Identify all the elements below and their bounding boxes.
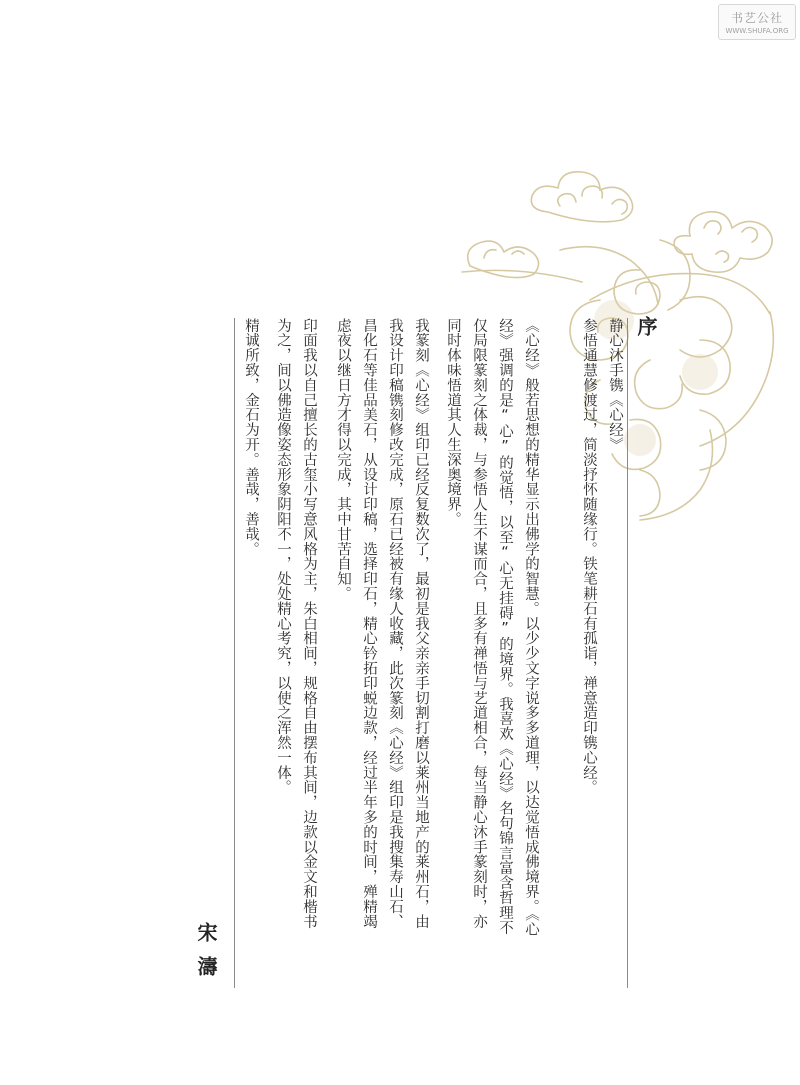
author-name: 宋濤 [194, 922, 218, 990]
body-column: 精诚所致，金石为开。善哉，善哉。 [243, 318, 259, 557]
poem-title: 静心沐手镌《心经》 [607, 318, 623, 453]
body-column: 同时体味悟道其人生深奥境界。 [445, 318, 461, 527]
body-column: 为之，间以佛造像姿态形象阴阳不一，处处精心考究，以使之浑然一体。 [275, 318, 291, 795]
body-column: 《心经》般若思想的精华显示出佛学的智慧。以少少文字说多多道理，以达觉悟成佛境界。《心 [523, 318, 539, 937]
column-rule [234, 318, 235, 988]
watermark-url: WWW.SHUFA.ORG [725, 27, 789, 35]
preface-heading: 序 [634, 316, 658, 336]
body-column: 虑夜以继日方才得以完成，其中甘苦自知。 [335, 318, 351, 602]
body-column: 印面我以自己擅长的古玺小写意风格为主，朱白相间，规格自由摆布其间，边款以金文和楷书 [301, 318, 317, 929]
body-column: 我篆刻《心经》组印已经反复数次了，最初是我父亲亲手切割打磨以莱州当地产的莱州石，由 [413, 318, 429, 929]
body-column: 昌化石等佳品美石，从设计印稿，选择印石，精心钤拓印蜕边款，经过半年多的时间，殚精竭 [361, 318, 377, 929]
body-column: 经》强调的是“心”的觉悟，以至“心无挂碍”的境界。我喜欢《心经》名句锦言富含哲理不 [497, 318, 513, 935]
body-column: 我设计印稿镌刻修改完成，原石已经被有缘人收藏，此次篆刻《心经》组印是我搜集寿山石、 [387, 318, 403, 929]
poem-line: 参悟通慧修渡过，简淡抒怀随缘行。铁笔耕石有孤诣，禅意造印镌心经。 [581, 318, 597, 795]
column-rule [627, 318, 628, 988]
watermark-logo [718, 4, 796, 40]
body-column: 仅局限篆刻之体裁，与参悟人生不谋而合，且多有禅悟与艺道相合，每当静心沐手篆刻时，亦 [471, 318, 487, 929]
watermark-title: 书艺公社 [730, 11, 783, 25]
